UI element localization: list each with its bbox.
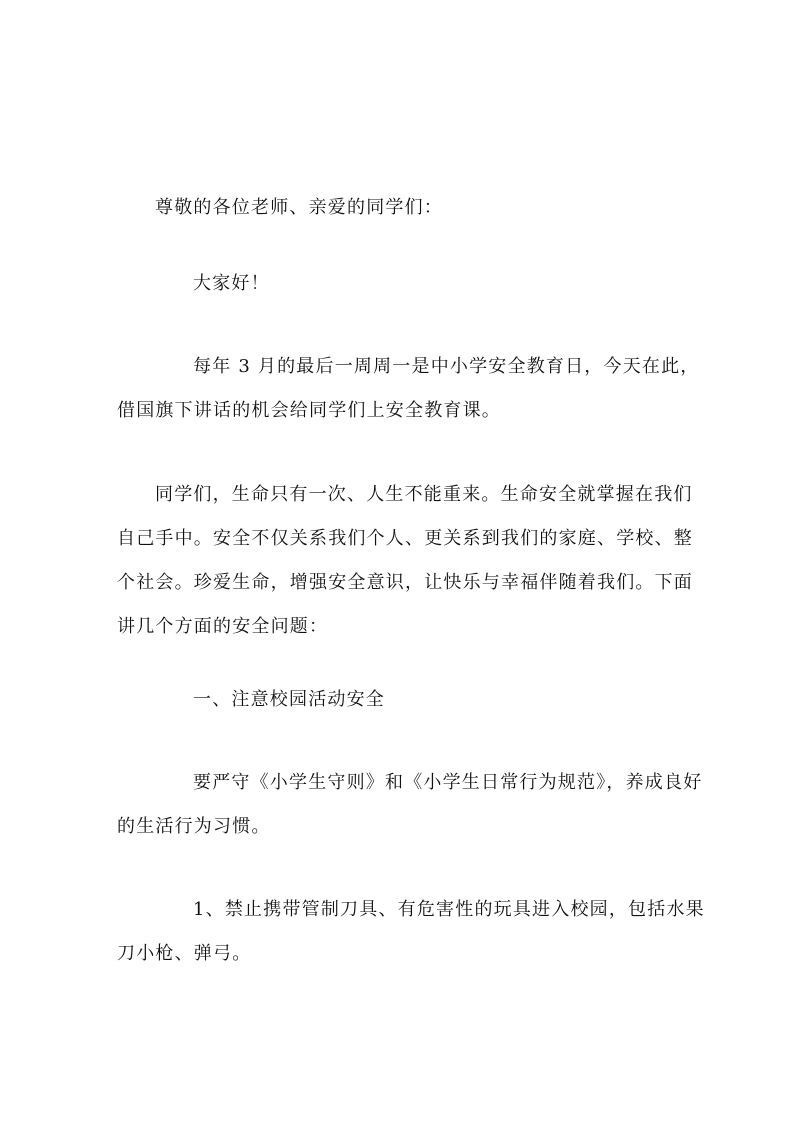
paragraph-line: 自己手中。安全不仅关系我们个人、更关系到我们的家庭、学校、整 <box>117 528 693 549</box>
paragraph-line: 每年 3 月的最后一周周一是中小学安全教育日，今天在此， <box>193 356 700 377</box>
paragraph-line: 讲几个方面的安全问题： <box>117 616 329 637</box>
paragraph-line: 个社会。珍爱生命，增强安全意识，让快乐与幸福伴随着我们。下面 <box>117 572 693 593</box>
paragraph-line: 的生活行为习惯。 <box>117 816 271 837</box>
paragraph-line: 同学们，生命只有一次、人生不能重来。生命安全就掌握在我们 <box>155 484 693 505</box>
greeting: 尊敬的各位老师、亲爱的同学们： <box>155 197 443 218</box>
paragraph-line: 1、禁止携带管制刀具、有危害性的玩具进入校园，包括水果 <box>193 899 705 920</box>
salutation: 大家好！ <box>193 273 270 294</box>
paragraph-line: 刀小枪、弹弓。 <box>117 943 252 964</box>
paragraph-line: 要严守《小学生守则》和《小学生日常行为规范》，养成良好 <box>193 772 703 793</box>
section-heading: 一、注意校园活动安全 <box>193 689 385 710</box>
paragraph-line: 借国旗下讲话的机会给同学们上安全教育课。 <box>117 400 501 421</box>
